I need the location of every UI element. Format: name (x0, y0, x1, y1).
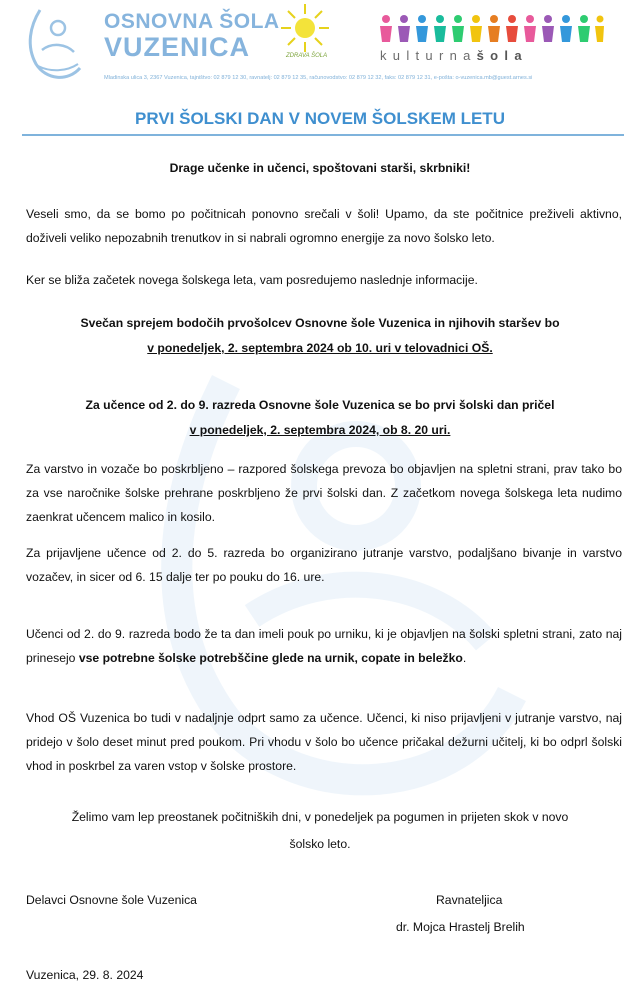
school-logo-icon (22, 6, 88, 86)
notice-first-graders-line1: Svečan sprejem bodočih prvošolcev Osnovne šole Vuzenica in njihovih staršev bo (80, 316, 560, 330)
notice-first-graders-line2: v ponedeljek, 2. septembra 2024 ob 10. uri v telovadnici OŠ. (147, 341, 493, 355)
paragraph-supplies: Učenci od 2. do 9. razreda bodo že ta dan imeli pouk po urniku, ki je objavljen na šolski spletni strani, zato naj prinesejo vse potrebne šolske potrebščine glede na urnik, copate in beležko. (26, 627, 622, 665)
people-chain-icon (378, 14, 604, 44)
notice-grades-2-9-line1: Za učence od 2. do 9. razreda Osnovne šole Vuzenica se bo prvi šolski dan pričel (85, 398, 555, 412)
closing-line2: šolsko leto. (289, 837, 351, 851)
page-title: PRVI ŠOLSKI DAN V NOVEM ŠOLSKEM LETU (135, 109, 505, 128)
paragraph-morning-care: Za prijavljene učence od 2. do 5. razreda bo organizirano jutranje varstvo, podaljšano bivanje in varstvo vozačev, in sicer od 6. 15 dalje ter po pouku do 16. ure. (26, 546, 622, 584)
kulturna-sola-label: kulturnašola (380, 48, 528, 63)
notice-grades-2-9-line2: v ponedeljek, 2. septembra 2024, ob 8. 20 uri. (189, 423, 451, 437)
greeting: Drage učenke in učenci, spoštovani starši, skrbniki! (169, 161, 471, 175)
school-name-line1: OSNOVNA ŠOLA (104, 10, 280, 33)
school-address: Mladinska ulica 3, 2367 Vuzenica, tajništvo: 02 879 12 30, ravnatelj: 02 879 12 35, računovodstvo: 02 879 12 32, faks: 02 879 12 31, e-pošta: o-vuzenica.mb@guest.arnes.si (104, 75, 533, 81)
paragraph-transport-meals: Za varstvo in vozače bo poskrbljeno – razpored šolskega prevoza bo objavljen na spletni strani, prav tako bo za vse naročnike šolske prehrane poskrbljeno že prvi šolski dan. Z začetkom novega šolskega leta nudimo zaenkrat učencem malico in kosilo. (26, 462, 622, 524)
place-date: Vuzenica, 29. 8. 2024 (26, 968, 144, 982)
school-name-line2: VUZENICA (104, 32, 251, 62)
closing-line1: Želimo vam lep preostanek počitniških dni, v ponedeljek pa pogumen in prijeten skok v novo (71, 810, 569, 824)
title-divider (22, 134, 624, 136)
paragraph-intro: Veseli smo, da se bomo po počitnicah ponovno srečali v šoli! Upamo, da ste počitnice preživeli aktivno, doživeli veliko nepozabnih trenutkov in si nabrali ogromno energije za novo šolsko leto. (26, 207, 622, 245)
letterhead (0, 0, 640, 95)
signature-staff: Delavci Osnovne šole Vuzenica (26, 893, 197, 907)
signature-name: dr. Mojca Hrastelj Brelih (396, 920, 525, 934)
paragraph-info: Ker se bliža začetek novega šolskega leta, vam posredujemo naslednje informacije. (26, 273, 478, 287)
zdrava-sola-label: ZDRAVA ŠOLA (286, 53, 328, 59)
paragraph-entrance: Vhod OŠ Vuzenica bo tudi v nadaljnje odprt samo za učence. Učenci, ki niso prijavljeni v jutranje varstvo, naj pridejo v šolo deset minut pred poukom. Pri vhodu v šolo bo učence pričakal dežurni učitelj, ki bo odprl šolski vhod in poskrbel za varen vstop v šolske prostore. (26, 711, 622, 773)
signature-role: Ravnateljica (436, 893, 503, 907)
